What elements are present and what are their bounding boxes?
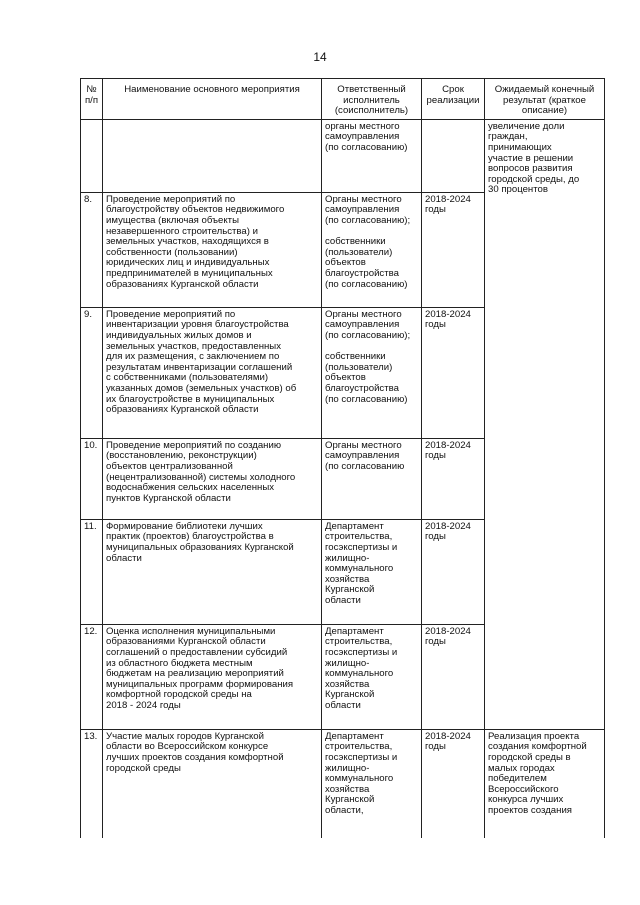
row-num: 12. [81,624,103,729]
row-num: 8. [81,192,103,307]
row-name: Оценка исполнения муниципальными образованиями Курганской области соглашений о предоставлении субсидий из областного бюджета местным бюджетам на реализацию мероприятий муниципальных программ формирования комфортной городской среды на 2018 - 2024 годы [103,624,322,729]
row-term: 2018-2024 годы [422,438,485,519]
header-name: Наименование основного мероприятия [103,79,322,120]
row-result: Реализация проекта создания комфортной городской среды в малых городах победителем Всероссийского конкурса лучших проектов создания [485,729,605,838]
row-result-shared: увеличение доли граждан, принимающих участие в решении вопросов развития городской среды, до 30 процентов [485,119,605,729]
table-row [81,119,605,192]
row-term: 2018-2024 годы [422,307,485,438]
row-name: Проведение мероприятий по инвентаризации уровня благоустройства индивидуальных жилых домов и земельных участков, предоставленных для их размещения, с заключением по результатам инвентаризации соглашений с собственниками (пользователями) указанных домов (земельных участков) об их благоустройстве в муниципальных образованиях Курганской области [103,307,322,438]
row-term: 2018-2024 годы [422,624,485,729]
page-number: 14 [313,50,327,64]
row-term: 2018-2024 годы [422,192,485,307]
row-num: 9. [81,307,103,438]
row-name [103,119,322,192]
measures-table [80,78,605,838]
row-num: 10. [81,438,103,519]
row-name: Формирование библиотеки лучших практик (проектов) благоустройства в муниципальных образованиях Курганской области [103,519,322,624]
row-term: 2018-2024 годы [422,519,485,624]
row-num: 13. [81,729,103,838]
header-responsible: Ответственный исполнитель (соисполнитель) [322,79,422,120]
row-responsible: Департамент строительства, госэкспертизы и жилищно- коммунального хозяйства Курганской области, [322,729,422,838]
row-term [422,119,485,192]
row-name: Проведение мероприятий по созданию (восстановлению, реконструкции) объектов централизованной (нецентрализованной) системы холодного водоснабжения сельских населенных пунктов Курганской области [103,438,322,519]
header-result: Ожидаемый конечный результат (краткое описание) [485,79,605,120]
table-header-row [81,79,605,120]
row-responsible: Департамент строительства, госэкспертизы и жилищно- коммунального хозяйства Курганской области [322,519,422,624]
row-name: Участие малых городов Курганской области во Всероссийском конкурсе лучших проектов создания комфортной городской среды [103,729,322,838]
row-responsible: органы местного самоуправления (по согласованию) [322,119,422,192]
row-num [81,119,103,192]
row-responsible: Органы местного самоуправления (по согласованию [322,438,422,519]
header-num: № п/п [81,79,103,120]
row-responsible: Органы местного самоуправления (по согласованию); собственники (пользователи) объектов благоустройства (по согласованию) [322,307,422,438]
table-row [81,729,605,838]
row-num: 11. [81,519,103,624]
row-responsible: Органы местного самоуправления (по согласованию); собственники (пользователи) объектов благоустройства (по согласованию) [322,192,422,307]
row-term: 2018-2024 годы [422,729,485,838]
header-term: Срок реализации [422,79,485,120]
row-responsible: Департамент строительства, госэкспертизы и жилищно- коммунального хозяйства Курганской области [322,624,422,729]
row-name: Проведение мероприятий по благоустройству объектов недвижимого имущества (включая объекты незавершенного строительства) и земельных участков, находящихся в собственности (пользовании) юридических лиц и индивидуальных предпринимателей в муниципальных образованиях Курганской области [103,192,322,307]
